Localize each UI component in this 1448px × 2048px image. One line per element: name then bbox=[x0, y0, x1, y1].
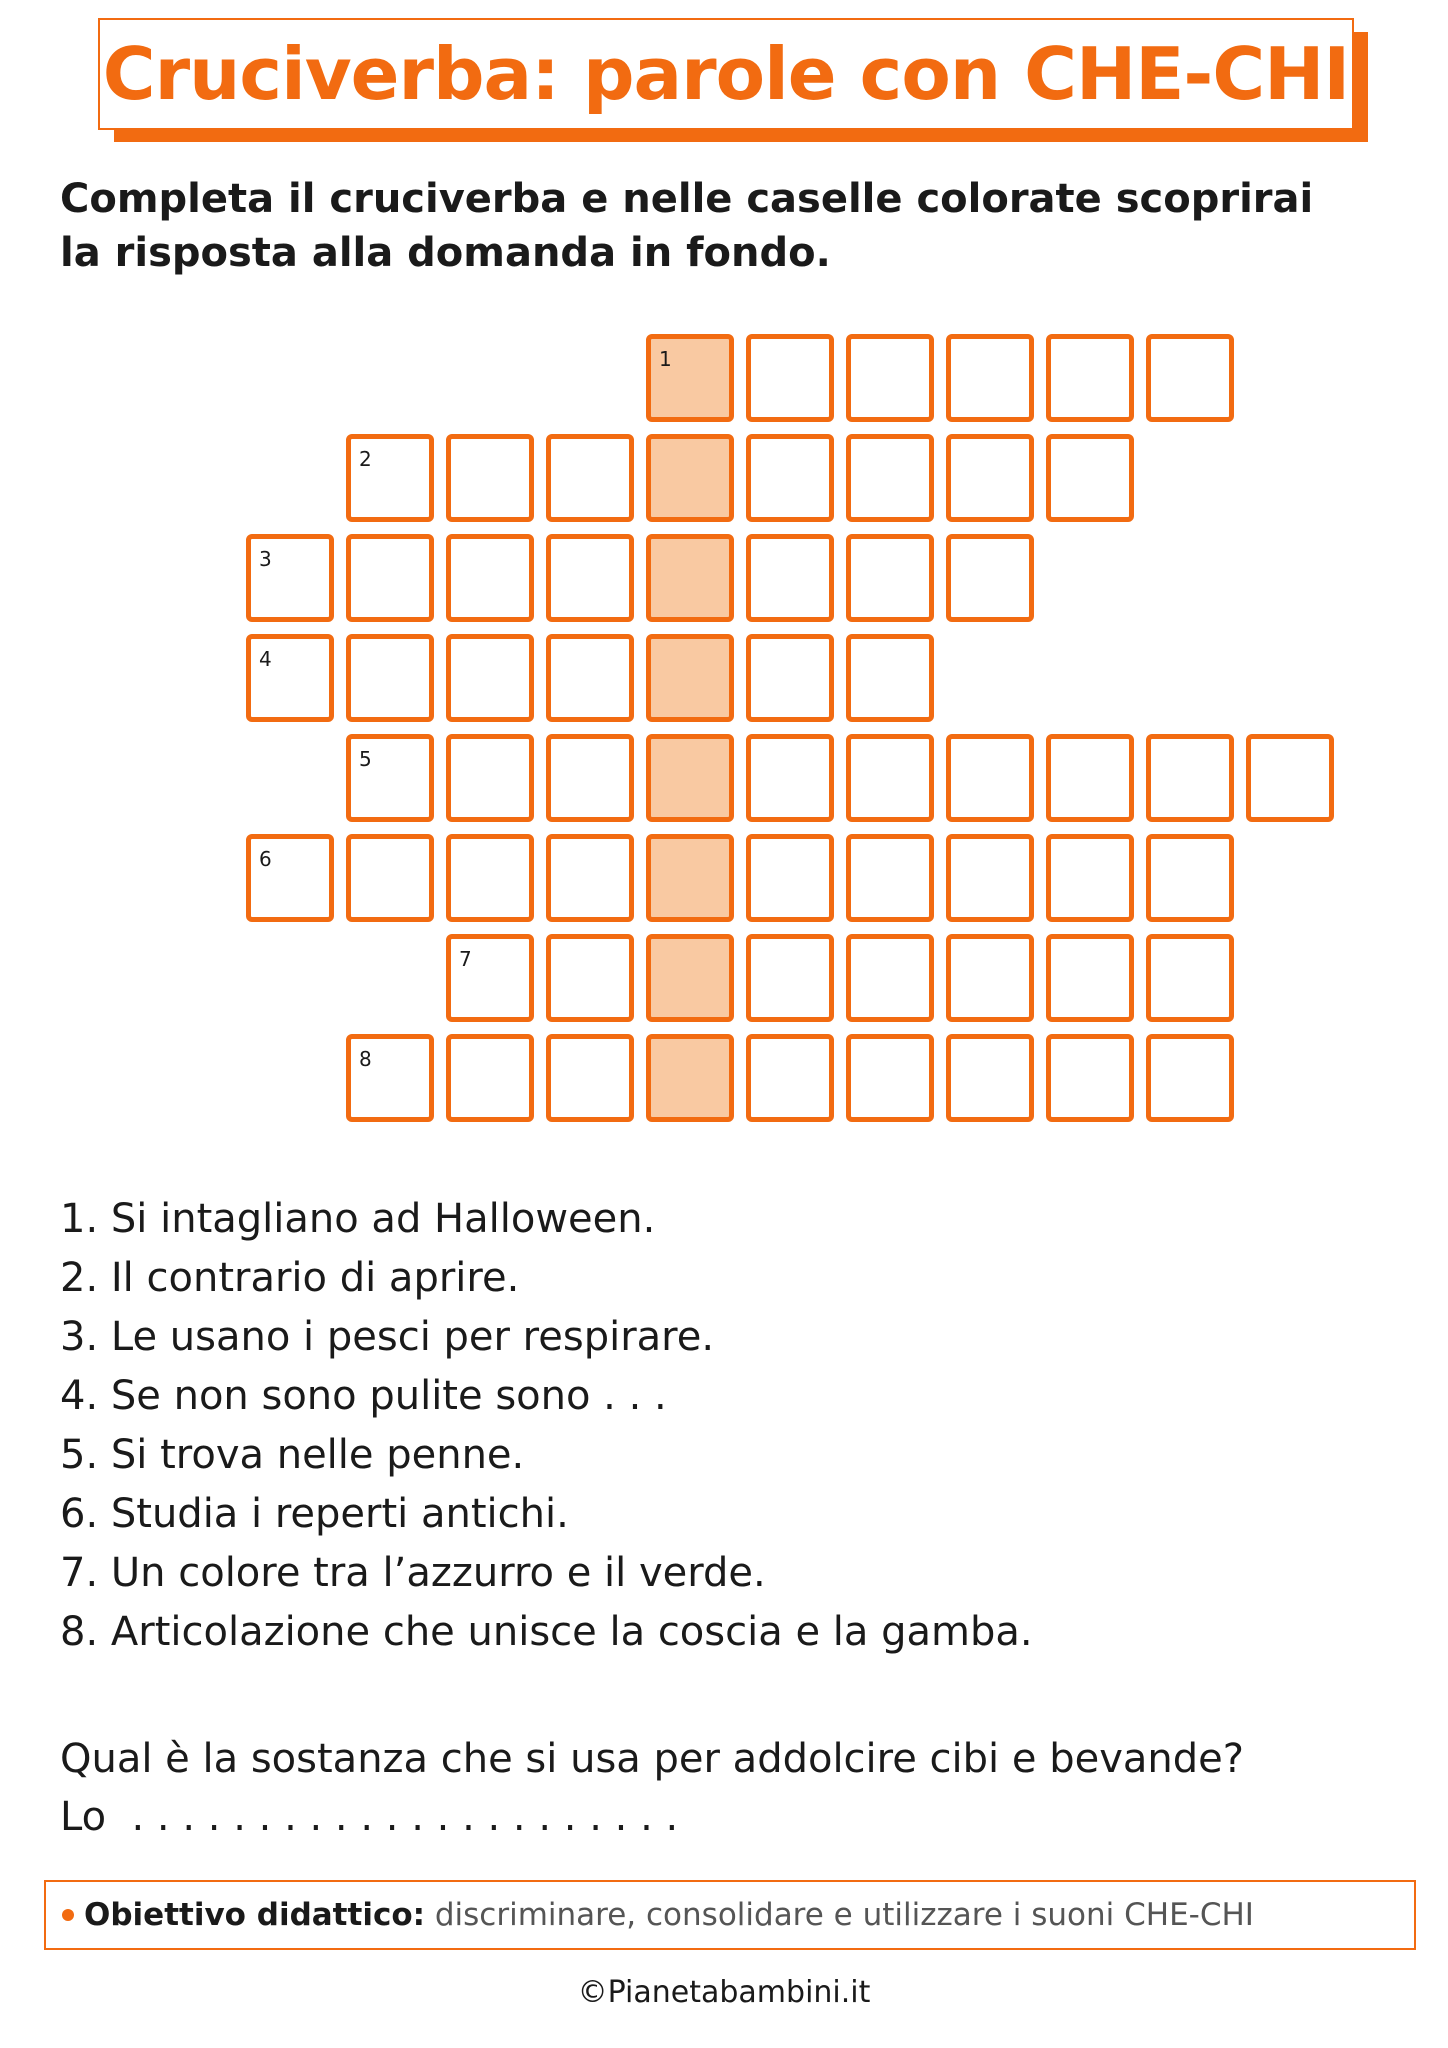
page-title: Cruciverba: parole con CHE-CHI bbox=[102, 32, 1350, 116]
clue-item: 6. Studia i reperti antichi. bbox=[60, 1491, 569, 1537]
crossword-cell[interactable] bbox=[1146, 334, 1234, 422]
crossword-cell[interactable] bbox=[246, 834, 334, 922]
crossword-cell[interactable] bbox=[346, 1034, 434, 1122]
crossword-cell[interactable] bbox=[646, 534, 734, 622]
crossword-cell[interactable] bbox=[346, 634, 434, 722]
crossword-cell[interactable] bbox=[346, 434, 434, 522]
crossword-cell[interactable] bbox=[446, 434, 534, 522]
clue-number: 8 bbox=[359, 1047, 372, 1071]
clue-number: 5 bbox=[359, 747, 372, 771]
crossword-cell[interactable] bbox=[1046, 834, 1134, 922]
crossword-cell[interactable] bbox=[446, 734, 534, 822]
crossword-cell[interactable] bbox=[1146, 1034, 1234, 1122]
crossword-cell[interactable] bbox=[846, 334, 934, 422]
crossword-cell[interactable] bbox=[1246, 734, 1334, 822]
clue-list bbox=[60, 1190, 1360, 1662]
title-banner bbox=[98, 18, 1354, 130]
clue-number: 3 bbox=[259, 547, 272, 571]
crossword-cell[interactable] bbox=[846, 434, 934, 522]
clue-item: 8. Articolazione che unisce la coscia e la gamba. bbox=[60, 1609, 1033, 1655]
title-box bbox=[98, 18, 1354, 130]
crossword-cell[interactable] bbox=[546, 634, 634, 722]
clue-item: 4. Se non sono pulite sono . . . bbox=[60, 1373, 667, 1419]
crossword-cell[interactable] bbox=[1146, 934, 1234, 1022]
objective-label: Obiettivo didattico: bbox=[84, 1897, 426, 1933]
crossword-cell[interactable] bbox=[646, 834, 734, 922]
objective-box bbox=[44, 1880, 1416, 1950]
crossword-cell[interactable] bbox=[546, 934, 634, 1022]
clue-item: 2. Il contrario di aprire. bbox=[60, 1255, 520, 1301]
crossword-cell[interactable] bbox=[746, 734, 834, 822]
crossword-cell[interactable] bbox=[746, 434, 834, 522]
copyright-footer: ©Pianetabambini.it bbox=[577, 1975, 871, 2010]
crossword-cell[interactable] bbox=[1046, 734, 1134, 822]
crossword-cell[interactable] bbox=[1046, 1034, 1134, 1122]
crossword-cell[interactable] bbox=[1046, 334, 1134, 422]
crossword-cell[interactable] bbox=[346, 534, 434, 622]
crossword-cell[interactable] bbox=[746, 534, 834, 622]
crossword-cell[interactable] bbox=[946, 434, 1034, 522]
crossword-cell[interactable] bbox=[846, 1034, 934, 1122]
crossword-cell[interactable] bbox=[946, 334, 1034, 422]
instructions: Completa il cruciverba e nelle caselle colorate scoprirai la risposta alla domanda in fondo. bbox=[60, 176, 1314, 276]
crossword-cell[interactable] bbox=[546, 434, 634, 522]
crossword-cell[interactable] bbox=[646, 1034, 734, 1122]
question-text: Qual è la sostanza che si usa per addolcire cibi e bevande? bbox=[60, 1736, 1244, 1782]
crossword-cell[interactable] bbox=[646, 434, 734, 522]
crossword-cell[interactable] bbox=[646, 634, 734, 722]
crossword-cell[interactable] bbox=[946, 534, 1034, 622]
bullet-icon bbox=[62, 1909, 74, 1921]
clue-item: 1. Si intagliano ad Halloween. bbox=[60, 1196, 656, 1242]
crossword-cell[interactable] bbox=[946, 834, 1034, 922]
clue-item: 7. Un colore tra l’azzurro e il verde. bbox=[60, 1550, 766, 1596]
crossword-cell[interactable] bbox=[546, 534, 634, 622]
crossword-cell[interactable] bbox=[846, 534, 934, 622]
crossword-cell[interactable] bbox=[746, 834, 834, 922]
crossword-cell[interactable] bbox=[946, 734, 1034, 822]
crossword-cell[interactable] bbox=[746, 1034, 834, 1122]
crossword-cell[interactable] bbox=[746, 634, 834, 722]
crossword-cell[interactable] bbox=[846, 934, 934, 1022]
crossword-cell[interactable] bbox=[646, 734, 734, 822]
clue-number: 1 bbox=[659, 347, 672, 371]
crossword-cell[interactable] bbox=[846, 834, 934, 922]
clue-item: 3. Le usano i pesci per respirare. bbox=[60, 1314, 715, 1360]
clue-number: 7 bbox=[459, 947, 472, 971]
crossword-cell[interactable] bbox=[246, 634, 334, 722]
crossword-cell[interactable] bbox=[546, 834, 634, 922]
crossword-cell[interactable] bbox=[446, 534, 534, 622]
crossword-cell[interactable] bbox=[1046, 934, 1134, 1022]
crossword-cell[interactable] bbox=[946, 1034, 1034, 1122]
crossword-cell[interactable] bbox=[446, 634, 534, 722]
crossword-cell[interactable] bbox=[446, 934, 534, 1022]
crossword-cell[interactable] bbox=[646, 334, 734, 422]
clue-item: 5. Si trova nelle penne. bbox=[60, 1432, 525, 1478]
crossword-cell[interactable] bbox=[846, 634, 934, 722]
clue-number: 6 bbox=[259, 847, 272, 871]
crossword-cell[interactable] bbox=[746, 934, 834, 1022]
crossword-cell[interactable] bbox=[746, 334, 834, 422]
crossword-cell[interactable] bbox=[546, 734, 634, 822]
crossword-cell[interactable] bbox=[946, 934, 1034, 1022]
crossword-cell[interactable] bbox=[446, 834, 534, 922]
clue-number: 4 bbox=[259, 647, 272, 671]
crossword-cell[interactable] bbox=[1046, 434, 1134, 522]
crossword-cell[interactable] bbox=[246, 534, 334, 622]
crossword-cell[interactable] bbox=[546, 1034, 634, 1122]
crossword-cell[interactable] bbox=[446, 1034, 534, 1122]
crossword-cell[interactable] bbox=[846, 734, 934, 822]
final-question bbox=[60, 1730, 1360, 1846]
answer-line: Lo . . . . . . . . . . . . . . . . . . . . . . bbox=[60, 1794, 679, 1840]
crossword-cell[interactable] bbox=[1146, 734, 1234, 822]
objective-text: discriminare, consolidare e utilizzare i suoni CHE-CHI bbox=[425, 1897, 1254, 1933]
crossword-cell[interactable] bbox=[346, 834, 434, 922]
clue-number: 2 bbox=[359, 447, 372, 471]
crossword-cell[interactable] bbox=[646, 934, 734, 1022]
crossword-cell[interactable] bbox=[1146, 834, 1234, 922]
crossword-cell[interactable] bbox=[346, 734, 434, 822]
